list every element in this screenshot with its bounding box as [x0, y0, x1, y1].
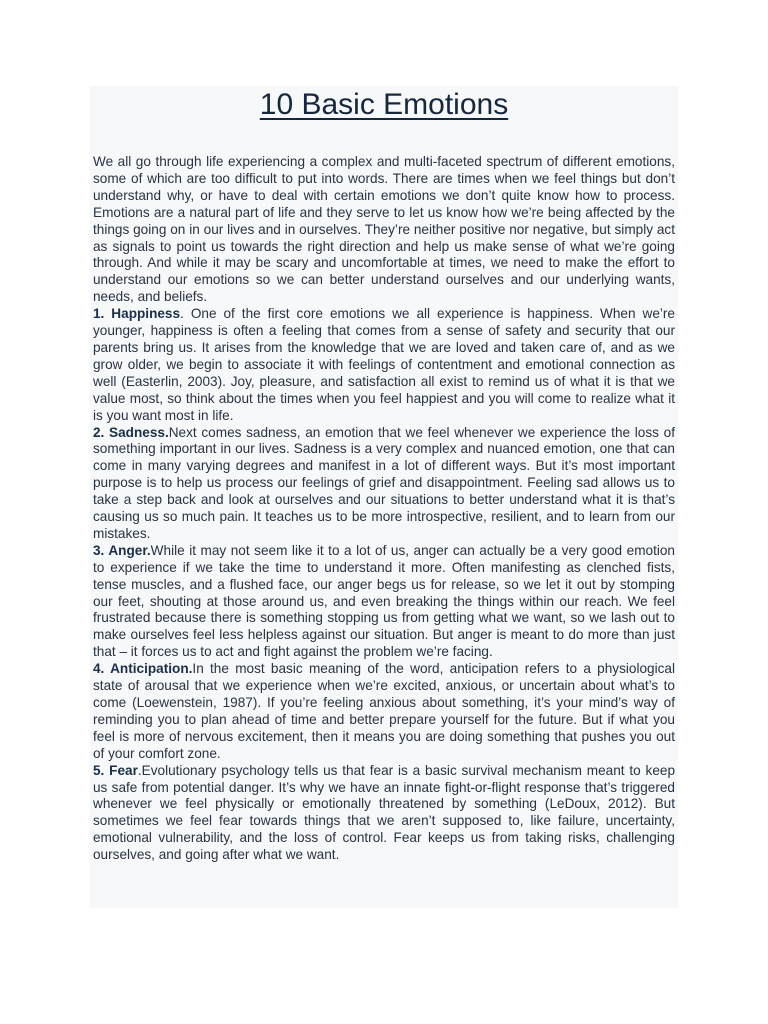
- section-text-fear: .Evolutionary psychology tells us that fear is a basic survival mechanism meant to keep us safe from potential danger. It’s why we have an innate fight-or-flight response that’s triggered whenever we feel physically or emotionally threatened by something (LeDoux, 2012). But sometimes we feel fear towards things that we aren’t supposed to, like failure, uncertainty, emotional vulnerability, and the loss of control. Fear keeps us from taking risks, challenging ourselves, and going after what we want.: [93, 762, 676, 863]
- section-text-happiness: . One of the first core emotions we all experience is happiness. When we’re younger, happiness is often a feeling that comes from a sense of safety and security that our parents bring us. It arises from the knowledge that we are loved and taken care of, and as we grow older, we begin to associate it with feelings of contentment and emotional connection as well (Easterlin, 2003). Joy, pleasure, and satisfaction all exist to remind us of what it is that we value most, so think about the times when you feel happiest and you will come to realize what it is you want most in life.: [93, 306, 675, 423]
- section-text-sadness: Next comes sadness, an emotion that we feel whenever we experience the loss of something important in our lives. Sadness is a very complex and nuanced emotion, one that can come in many varying degrees and manifest in a lot of different ways. But it’s most important purpose is to help us process our feelings of grief and disappointment. Feeling sad allows us to take a step back and look at ourselves and our situations to better understand what it is that’s causing us so much pain. It teaches us to be more introspective, resilient, and to learn from our mistakes.: [93, 424, 675, 541]
- section-heading-anticipation: 4. Anticipation.: [93, 661, 193, 677]
- section-sadness: [93, 425, 675, 543]
- section-text-anger: While it may not seem like it to a lot of us, anger can actually be a very good emotion to experience if we take the time to understand it more. Often manifesting as clenched fists, tense muscles, and a flushed face, our anger begs us for release, so we let it out by stomping our feet, shouting at those around us, and even breaking the things within our reach. We feel frustrated because there is something stopping us from getting what we want, so we lash out to make ourselves feel less helpless against our situation. But anger is meant to do more than just that – it forces us to act and fight against the problem we’re facing.: [93, 542, 675, 660]
- section-fear: [93, 763, 675, 864]
- section-anger: [93, 543, 675, 661]
- section-heading-fear: 5. Fear: [93, 762, 138, 778]
- section-happiness: [93, 306, 675, 424]
- document-body: [93, 154, 675, 864]
- page-title: 10 Basic Emotions: [259, 88, 509, 121]
- section-heading-happiness: 1. Happiness: [93, 306, 181, 322]
- intro-paragraph: We all go through life experiencing a complex and multi-faceted spectrum of different emotions, some of which are too difficult to put into words. There are times when we feel things but don’t understand why, or have to deal with certain emotions we don’t quite know how to process. Emotions are a natural part of life and they serve to let us know how we’re being affected by the things going on in our lives and in ourselves. They’re neither positive nor negative, but simply act as signals to point us towards the right direction and help us make sense of what we’re going through. And while it may be scary and uncomfortable at times, we need to make the effort to understand our emotions so we can better understand ourselves and our underlying wants, needs, and beliefs.: [93, 154, 675, 305]
- section-heading-sadness: 2. Sadness.: [93, 424, 169, 440]
- section-anticipation: [93, 661, 675, 762]
- section-text-anticipation: In the most basic meaning of the word, anticipation refers to a physiological state of arousal that we experience when we’re excited, anxious, or uncertain about what’s to come (Loewenstein, 1987). If you’re feeling anxious about something, it’s your mind’s way of reminding you to plan ahead of time and better prepare yourself for the future. But if what you feel is more of nervous excitement, then it means you are doing something that pushes you out of your comfort zone.: [93, 661, 675, 761]
- section-heading-anger: 3. Anger.: [93, 542, 151, 558]
